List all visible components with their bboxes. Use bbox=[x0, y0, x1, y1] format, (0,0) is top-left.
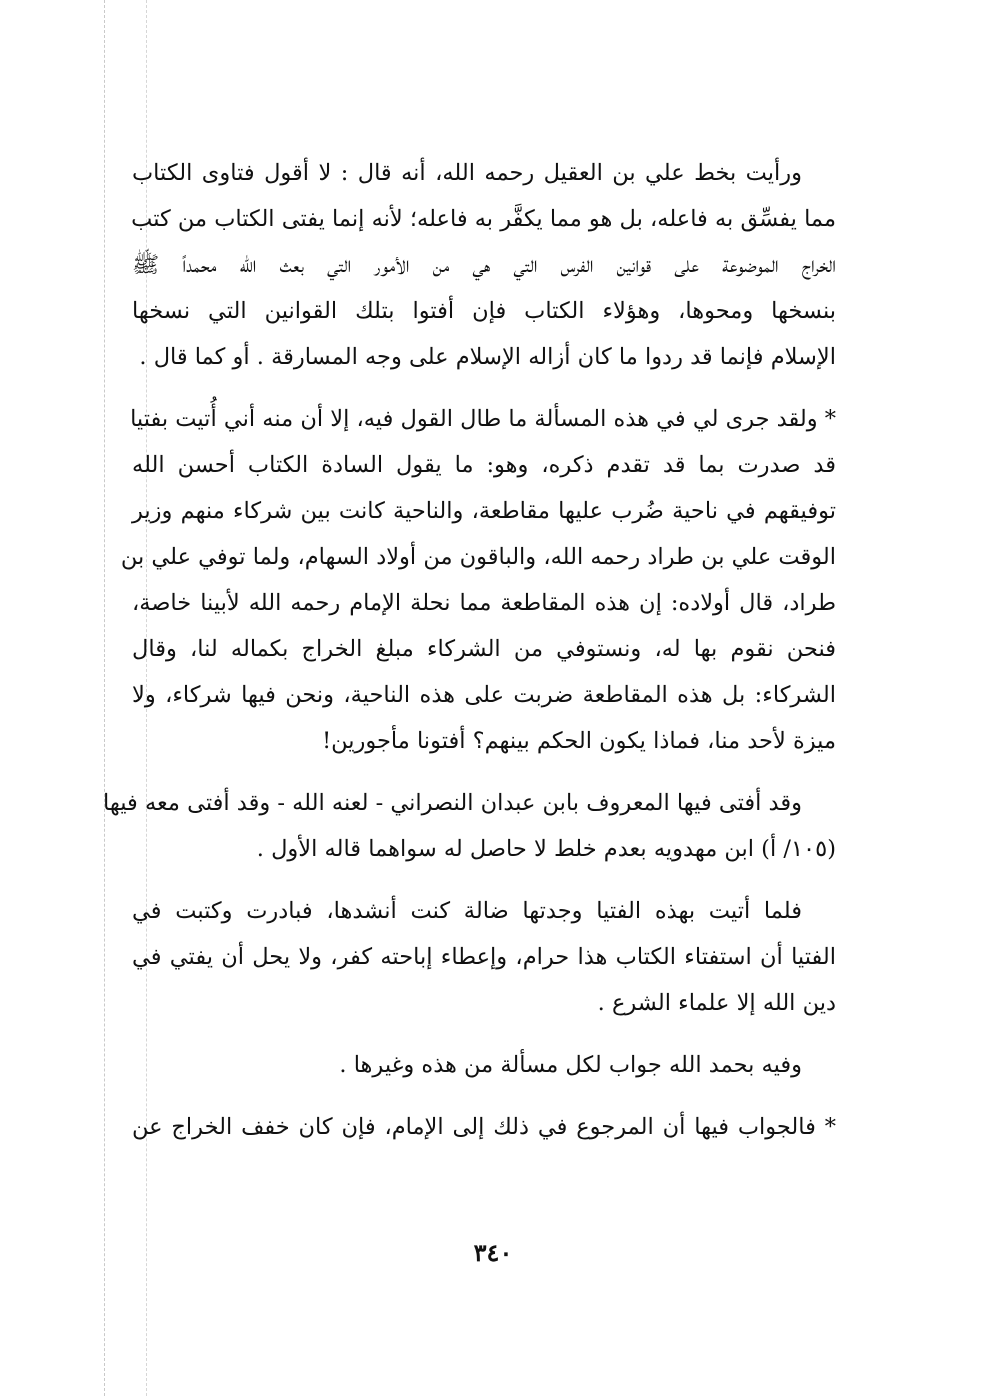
text-line: ميزة لأحد منا، فماذا يكون الحكم بينهم؟ أفتونا مأجورين! bbox=[322, 728, 836, 754]
text-line: الوقت علي بن طراد رحمه الله، والباقون من أولاد السهام، ولما توفي علي بن bbox=[120, 544, 836, 570]
body-text bbox=[103, 150, 836, 1166]
text-line: * فالجواب فيها أن المرجوع في ذلك إلى الإمام، فإن كان خفف الخراج عن bbox=[132, 1114, 836, 1140]
paragraph-6 bbox=[132, 1104, 836, 1150]
paragraph-2 bbox=[120, 396, 836, 764]
paragraph-3 bbox=[103, 780, 836, 872]
text-line: مما يفسِّق به فاعله، بل هو مما يكفَّر به فاعله؛ لأنه إنما يفتى الكتاب من كتب bbox=[131, 206, 836, 232]
paragraph-5 bbox=[132, 1042, 836, 1088]
text-line: * ولقد جرى لي في هذه المسألة ما طال القول فيه، إلا أن منه أني أُتيت بفتيا bbox=[130, 406, 836, 432]
text-line: فنحن نقوم بها له، ونستوفي من الشركاء مبلغ الخراج بكماله لنا، وقال bbox=[132, 636, 836, 662]
text-line: الشركاء: بل هذه المقاطعة ضربت على هذه الناحية، ونحن فيها شركاء، ولا bbox=[132, 682, 836, 708]
paragraph-4 bbox=[132, 888, 836, 1026]
page-number: ٣٤٠ bbox=[473, 1238, 513, 1267]
text-line: قد صدرت بما قد تقدم ذكره، وهو: ما يقول السادة الكتاب أحسن الله bbox=[132, 452, 836, 478]
text-line: طراد، قال أولاده: إن هذه المقاطعة مما نحلة الإمام رحمه الله لأبينا خاصة، bbox=[132, 590, 836, 616]
text-line: وقد أفتى فيها المعروف بابن عبدان النصراني - لعنه الله - وقد أفتى معه فيها bbox=[103, 790, 802, 816]
text-line: دين الله إلا علماء الشرع . bbox=[597, 990, 836, 1016]
text-line: الخراج الموضوعة على قوانين الفرس التي هي من الأمور التي بعث الله محمداً ﷺ bbox=[132, 252, 836, 278]
left-margin-guide bbox=[104, 0, 105, 1396]
text-line: الإسلام فإنما قد ردوا ما كان أزاله الإسلام على وجه المسارقة . أو كما قال . bbox=[139, 344, 836, 370]
text-line: الفتيا أن استفتاء الكتاب هذا حرام، وإعطاء إباحته كفر، ولا يحل أن يفتي في bbox=[132, 944, 836, 970]
text-line: ورأيت بخط علي بن العقيل رحمه الله، أنه قال : لا أقول فتاوى الكتاب bbox=[132, 160, 802, 186]
text-line: فلما أتيت بهذه الفتيا وجدتها ضالة كنت أنشدها، فبادرت وكتبت في bbox=[132, 898, 802, 924]
text-line: وفيه بحمد الله جواب لكل مسألة من هذه وغيرها . bbox=[339, 1052, 802, 1078]
paragraph-1 bbox=[132, 150, 836, 380]
text-line: توفيقهم في ناحية ضُرب عليها مقاطعة، والناحية كانت بين شركاء منهم وزير bbox=[132, 498, 836, 524]
text-line: بنسخها ومحوها، وهؤلاء الكتاب فإن أفتوا بتلك القوانين التي نسخها bbox=[132, 298, 836, 324]
text-line: (١٠٥/ أ) ابن مهدويه بعدم خلط لا حاصل له سواهما قاله الأول . bbox=[256, 836, 836, 862]
